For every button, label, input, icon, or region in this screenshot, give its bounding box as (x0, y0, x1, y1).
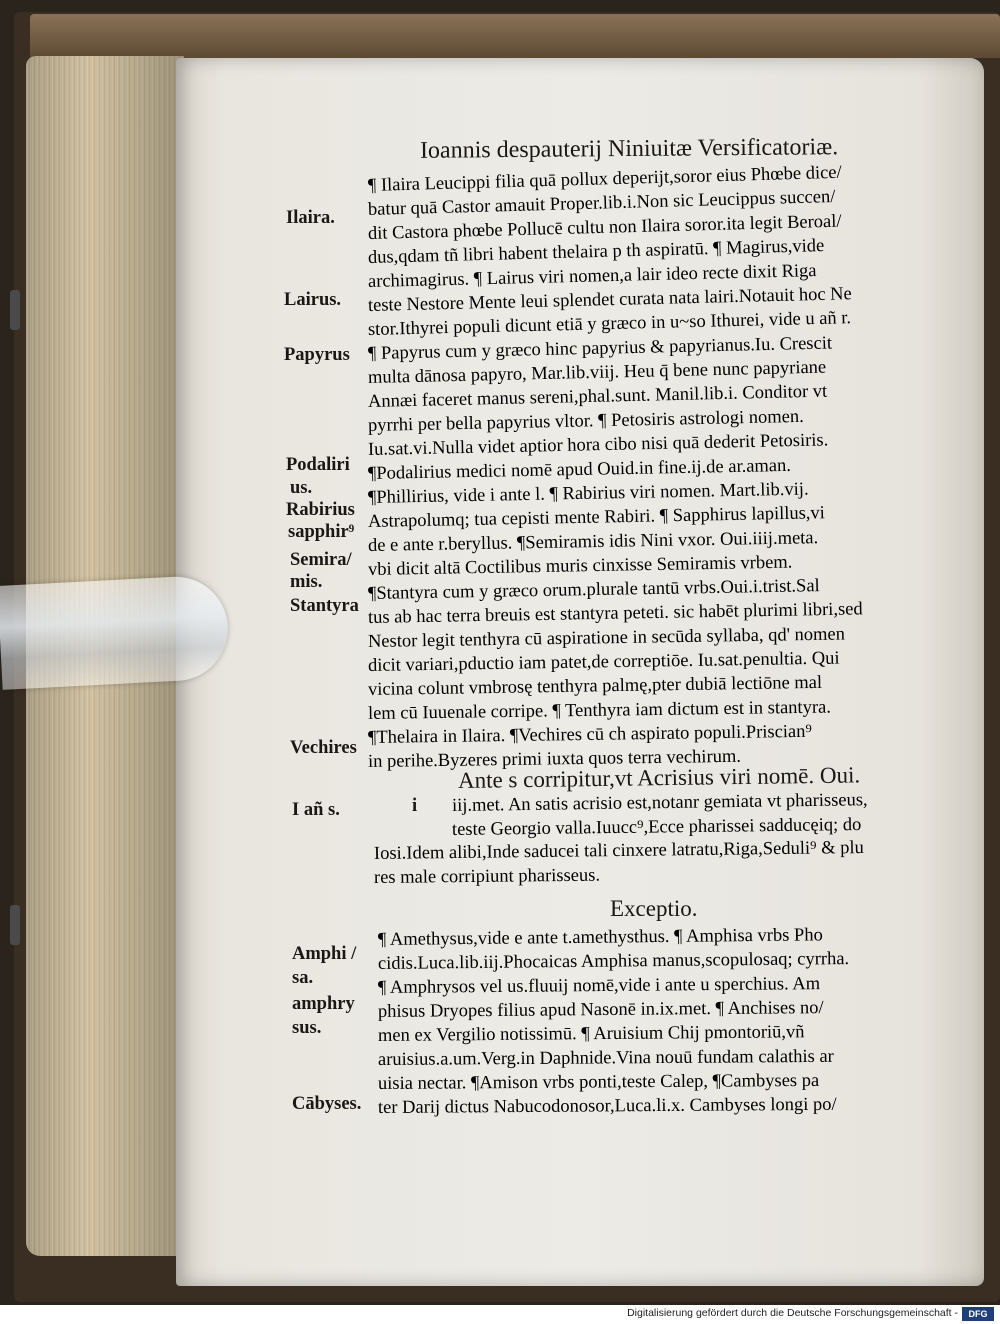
text-line: in perihe.Byzeres primi iuxta quos terra vechirum. (367, 746, 742, 772)
text-line: phisus Dryopes filius apud Nasonē in.ix.met. ¶ Anchises no/ (377, 998, 824, 1022)
text-line: tus ab hac terra breuis est stantyra peteti. sic habēt plurimi libri,sed (367, 599, 863, 628)
text-line: aruisius.a.um.Verg.in Daphnide.Vina nouū fundam calathis ar (377, 1046, 834, 1070)
text-line: cidis.Luca.lib.iij.Phocaicas Amphisa manus,scopulosaq; cyrrha. (377, 949, 850, 974)
text-line: teste Nestore Mente leui splendet curata nata lairi.Notauit hoc Ne (367, 284, 852, 316)
margin-note: Podaliri (286, 455, 350, 475)
text-line: batur quā Castor amauit Proper.lib.i.Non sic Leucippus succen/ (367, 186, 836, 220)
margin-note: us. (290, 478, 313, 498)
text-line: Iu.sat.vi.Nulla videt aptior hora cibo nisi quā dederit Petosiris. (367, 430, 829, 460)
text-line: Nestor legit tenthyra cū aspiratione in secūda syllaba, qd' nomen (367, 624, 846, 652)
text-line: pyrrhi per bella papyrius vltor. ¶ Petosiris astrologi nomen. (367, 406, 804, 436)
margin-note: Lairus. (284, 290, 342, 310)
text-line: ¶Phillirius, vide i ante l. ¶ Rabirius viri nomen. Mart.lib.vij. (367, 479, 809, 508)
text-line: ¶ Amphrysos vel us.fluuij nomē,vide i ante u sperchius. Am (377, 974, 821, 998)
text-line: dus,qdam tñ libri habent thelaira p th aspiratū. ¶ Magirus,vide (367, 236, 825, 268)
section-heading: Ante s corripitur,vt Acrisius viri nomē. Oui. (457, 762, 861, 793)
text-line: vicina colunt vmbrosę tenthyra palmę,pter dubiā lectiōne mal (367, 672, 823, 700)
text-line: dit Castora phœbe Pollucē cultu non Ilaira soror.ita legit Beroal/ (367, 211, 842, 244)
text-line: stor.Ithyrei populi dicunt etiā y græco in u~so Ithurei, vide u añ r. (367, 308, 852, 340)
text-line: iij.met. An satis acrisio est,notanr gemiata vt pharisseus, (451, 790, 868, 816)
text-line: ¶Thelaira in Ilaira. ¶Vechires cū ch aspirato populi.Priscian⁹ (367, 721, 813, 748)
text-line: ter Darij dictus Nabucodonosor,Luca.li.x. Cambyses longi po/ (377, 1094, 837, 1118)
margin-note: Ilaira. (286, 208, 335, 228)
text-line: multa dānosa papyro, Mar.lib.viij. Heu q̄ bene nunc papyriane (367, 357, 827, 388)
text-line: ¶ Amethysus,vide e ante t.amethysthus. ¶ Amphisa vrbs Pho (377, 925, 823, 950)
text-line: archimagirus. ¶ Lairus viri nomen,a lair ideo recte dixit Riga (367, 261, 817, 292)
margin-note: sus. (292, 1018, 322, 1038)
text-line: ¶Stantyra cum y græco orum.plurale tantū vrbs.Oui.i.trist.Sal (367, 576, 820, 604)
margin-note: Papyrus (284, 345, 350, 365)
text-line: dicit variari,pductio iam patet,de correptiōe. Iu.sat.penultia. Qui (367, 648, 840, 676)
footer-bar (0, 1305, 1000, 1324)
text-line: lem cū Iuuenale corripe. ¶ Tenthyra iam dictum est in stantyra. (367, 697, 832, 724)
text-line: ¶ Papyrus cum y græco hinc papyrius & papyrianus.Iu. Crescit (367, 333, 833, 364)
margin-note: amphry (292, 994, 355, 1014)
text-line: vbi dicit altā Coctilibus muris cinxisse Semiramis vrbem. (367, 552, 793, 580)
margin-note: mis. (290, 572, 323, 592)
clasp (10, 290, 20, 330)
margin-note: Rabirius (286, 500, 355, 520)
text-line: ¶ Ilaira Leucippi filia quā pollux deperijt,soror eius Phœbe dice/ (367, 162, 842, 196)
text-line: de e ante r.beryllus. ¶Semiramis idis Nini vxor. Oui.iiij.meta. (367, 528, 819, 556)
text-line: men ex Vergilio notissimū. ¶ Aruisium Chij pmontoriū,vñ (377, 1022, 805, 1046)
margin-note: I añ s. (292, 800, 340, 820)
clasp (10, 905, 20, 945)
text-line: uisia nectar. ¶Amison vrbs ponti,teste Calep, ¶Cambyses pa (377, 1070, 820, 1094)
margin-note: Semira/ (290, 550, 352, 570)
text-line: Annæi faceret manus sereni,phal.sunt. Manil.lib.i. Conditor vt (367, 381, 828, 412)
exceptio-text (368, 925, 968, 1130)
text-line: ¶Podalirius medici nomē apud Ouid.in fine.ij.de ar.aman. (367, 455, 792, 484)
exceptio-heading: Exceptio. (610, 896, 698, 921)
glass-page-weight (0, 574, 230, 690)
text-line: Iosi.Idem alibi,Inde saducei tali cinxere latratu,Riga,Seduli⁹ & plu (373, 838, 864, 864)
margin-note: sa. (292, 968, 314, 988)
margin-note: Stantyra (290, 596, 359, 616)
margin-note: Cābyses. (292, 1094, 362, 1114)
dfg-logo-icon: DFG (962, 1307, 994, 1321)
margin-note: Vechires (290, 738, 357, 758)
margin-note: i (412, 796, 418, 816)
text-line: teste Georgio valla.Iuucc⁹,Ecce pharissei sadducęiq; do (451, 814, 862, 840)
book-top-edge (30, 14, 1000, 58)
margin-note: sapphir⁹ (288, 522, 355, 542)
margin-note: Amphi / (292, 944, 357, 964)
page-header: Ioannis despauterij Niniuitæ Versificatoriæ. (419, 134, 839, 164)
text-line: res male corripiunt pharisseus. (373, 865, 601, 888)
funding-credit: Digitalisierung gefördert durch die Deutsche Forschungsgemeinschaft - (627, 1307, 958, 1319)
section-text (368, 790, 968, 906)
text-line: Astrapolumq; tua cepisti mente Rabiri. ¶ Sapphirus lapillus,vi (367, 503, 826, 532)
